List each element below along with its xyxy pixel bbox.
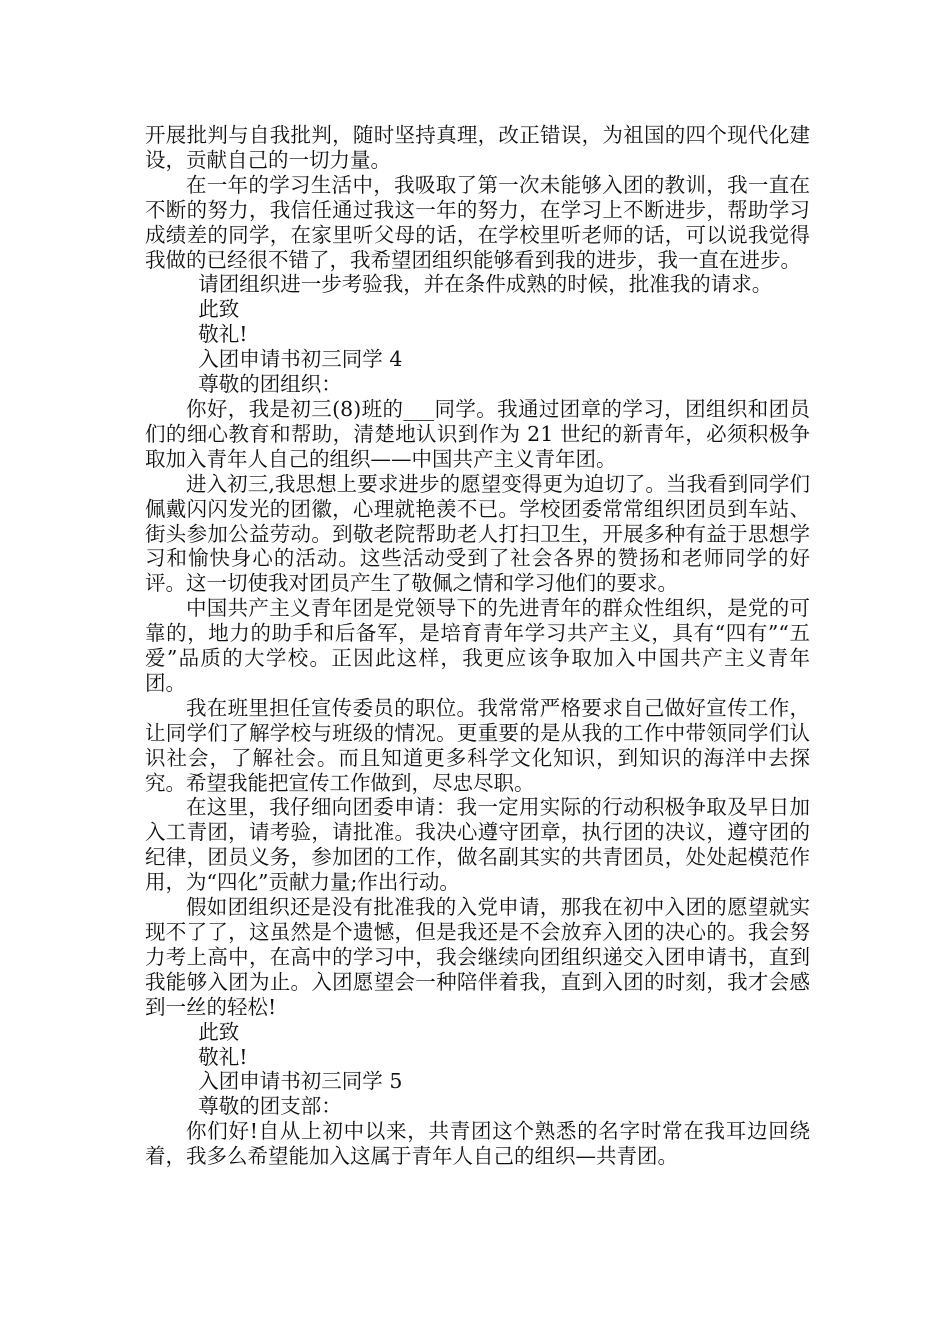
- paragraph: 我在班里担任宣传委员的职位。我常常严格要求自己做好宣传工作，让同学们了解学校与班级的情况。更重要的是从我的工作中带领同学们认识社会，了解社会。而且知道更多科学文化知识，到知识的海洋中去探究。希望我能把宣传工作做到，尽忠尽职。: [145, 695, 810, 795]
- paragraph: 开展批判与自我批判，随时坚持真理，改正错误，为祖国的四个现代化建设，贡献自己的一切力量。: [145, 123, 810, 172]
- paragraph: 进入初三,我思想上要求进步的愿望变得更为迫切了。当我看到同学们佩戴闪闪发光的团徽，心理就艳羡不已。学校团委常常组织团员到车站、街头参加公益劳动。到敬老院帮助老人打扫卫生，开展多种有益于思想学习和愉快身心的活动。这些活动受到了社会各界的赞扬和老师同学的好评。这一切使我对团员产生了敬佩之情和学习他们的要求。: [145, 471, 810, 596]
- paragraph: 你们好!自从上初中以来，共青团这个熟悉的名字时常在我耳边回绕着，我多么希望能加入这属于青年人自己的组织—共青团。: [145, 1119, 810, 1169]
- paragraph: 你好，我是初三(8)班的___同学。我通过团章的学习，团组织和团员们的细心教育和帮助，清楚地认识到作为 21 世纪的新青年，必须积极争取加入青年人自己的组织——中国共产主义青年团。: [145, 396, 810, 471]
- closing-line: 此致: [198, 297, 240, 322]
- paragraph: 中国共产主义青年团是党领导下的先进青年的群众性组织，是党的可靠的，地力的助手和后备军，是培育青年学习共产主义，具有“四有”“五爱”品质的大学校。正因此这样，我更应该争取加入中国共产主义青年团。: [145, 596, 810, 695]
- paragraph: 假如团组织还是没有批准我的入党申请，那我在初中入团的愿望就实现不了了，这虽然是个遗憾，但是我还是不会放弃入团的决心的。我会努力考上高中，在高中的学习中，我会继续向团组织递交入团申请书，直到我能够入团为止。入团愿望会一种陪伴着我，直到入团的时刻，我才会感到一丝的轻松!: [145, 895, 810, 1019]
- document-page: [145, 123, 810, 1169]
- request-line: 请团组织进一步考验我，并在条件成熟的时候，批准我的请求。: [198, 272, 773, 297]
- paragraph: 在这里，我仔细向团委申请：我一定用实际的行动积极争取及早日加入工青团，请考验，请批准。我决心遵守团章，执行团的决议，遵守团的纪律，团员义务，参加团的工作，做名副其实的共青团员，处处起模范作用，为“四化”贡献力量;作出行动。: [145, 795, 810, 895]
- salutation-line: 敬礼!: [198, 1044, 248, 1069]
- section-title: 入团申请书初三同学 5: [198, 1069, 403, 1094]
- section-title: 入团申请书初三同学 4: [198, 347, 403, 372]
- paragraph: 在一年的学习生活中，我吸取了第一次未能够入团的教训，我一直在不断的努力，我信任通过我这一年的努力，在学习上不断进步，帮助学习成绩差的同学，在家里听父母的话，在学校里听老师的话，可以说我觉得我做的已经很不错了，我希望团组织能够看到我的进步，我一直在进步。: [145, 172, 810, 272]
- greeting-line: 尊敬的团组织：: [198, 372, 342, 397]
- greeting-line: 尊敬的团支部：: [198, 1094, 342, 1119]
- salutation-line: 敬礼!: [198, 322, 248, 347]
- closing-line: 此致: [198, 1019, 240, 1044]
